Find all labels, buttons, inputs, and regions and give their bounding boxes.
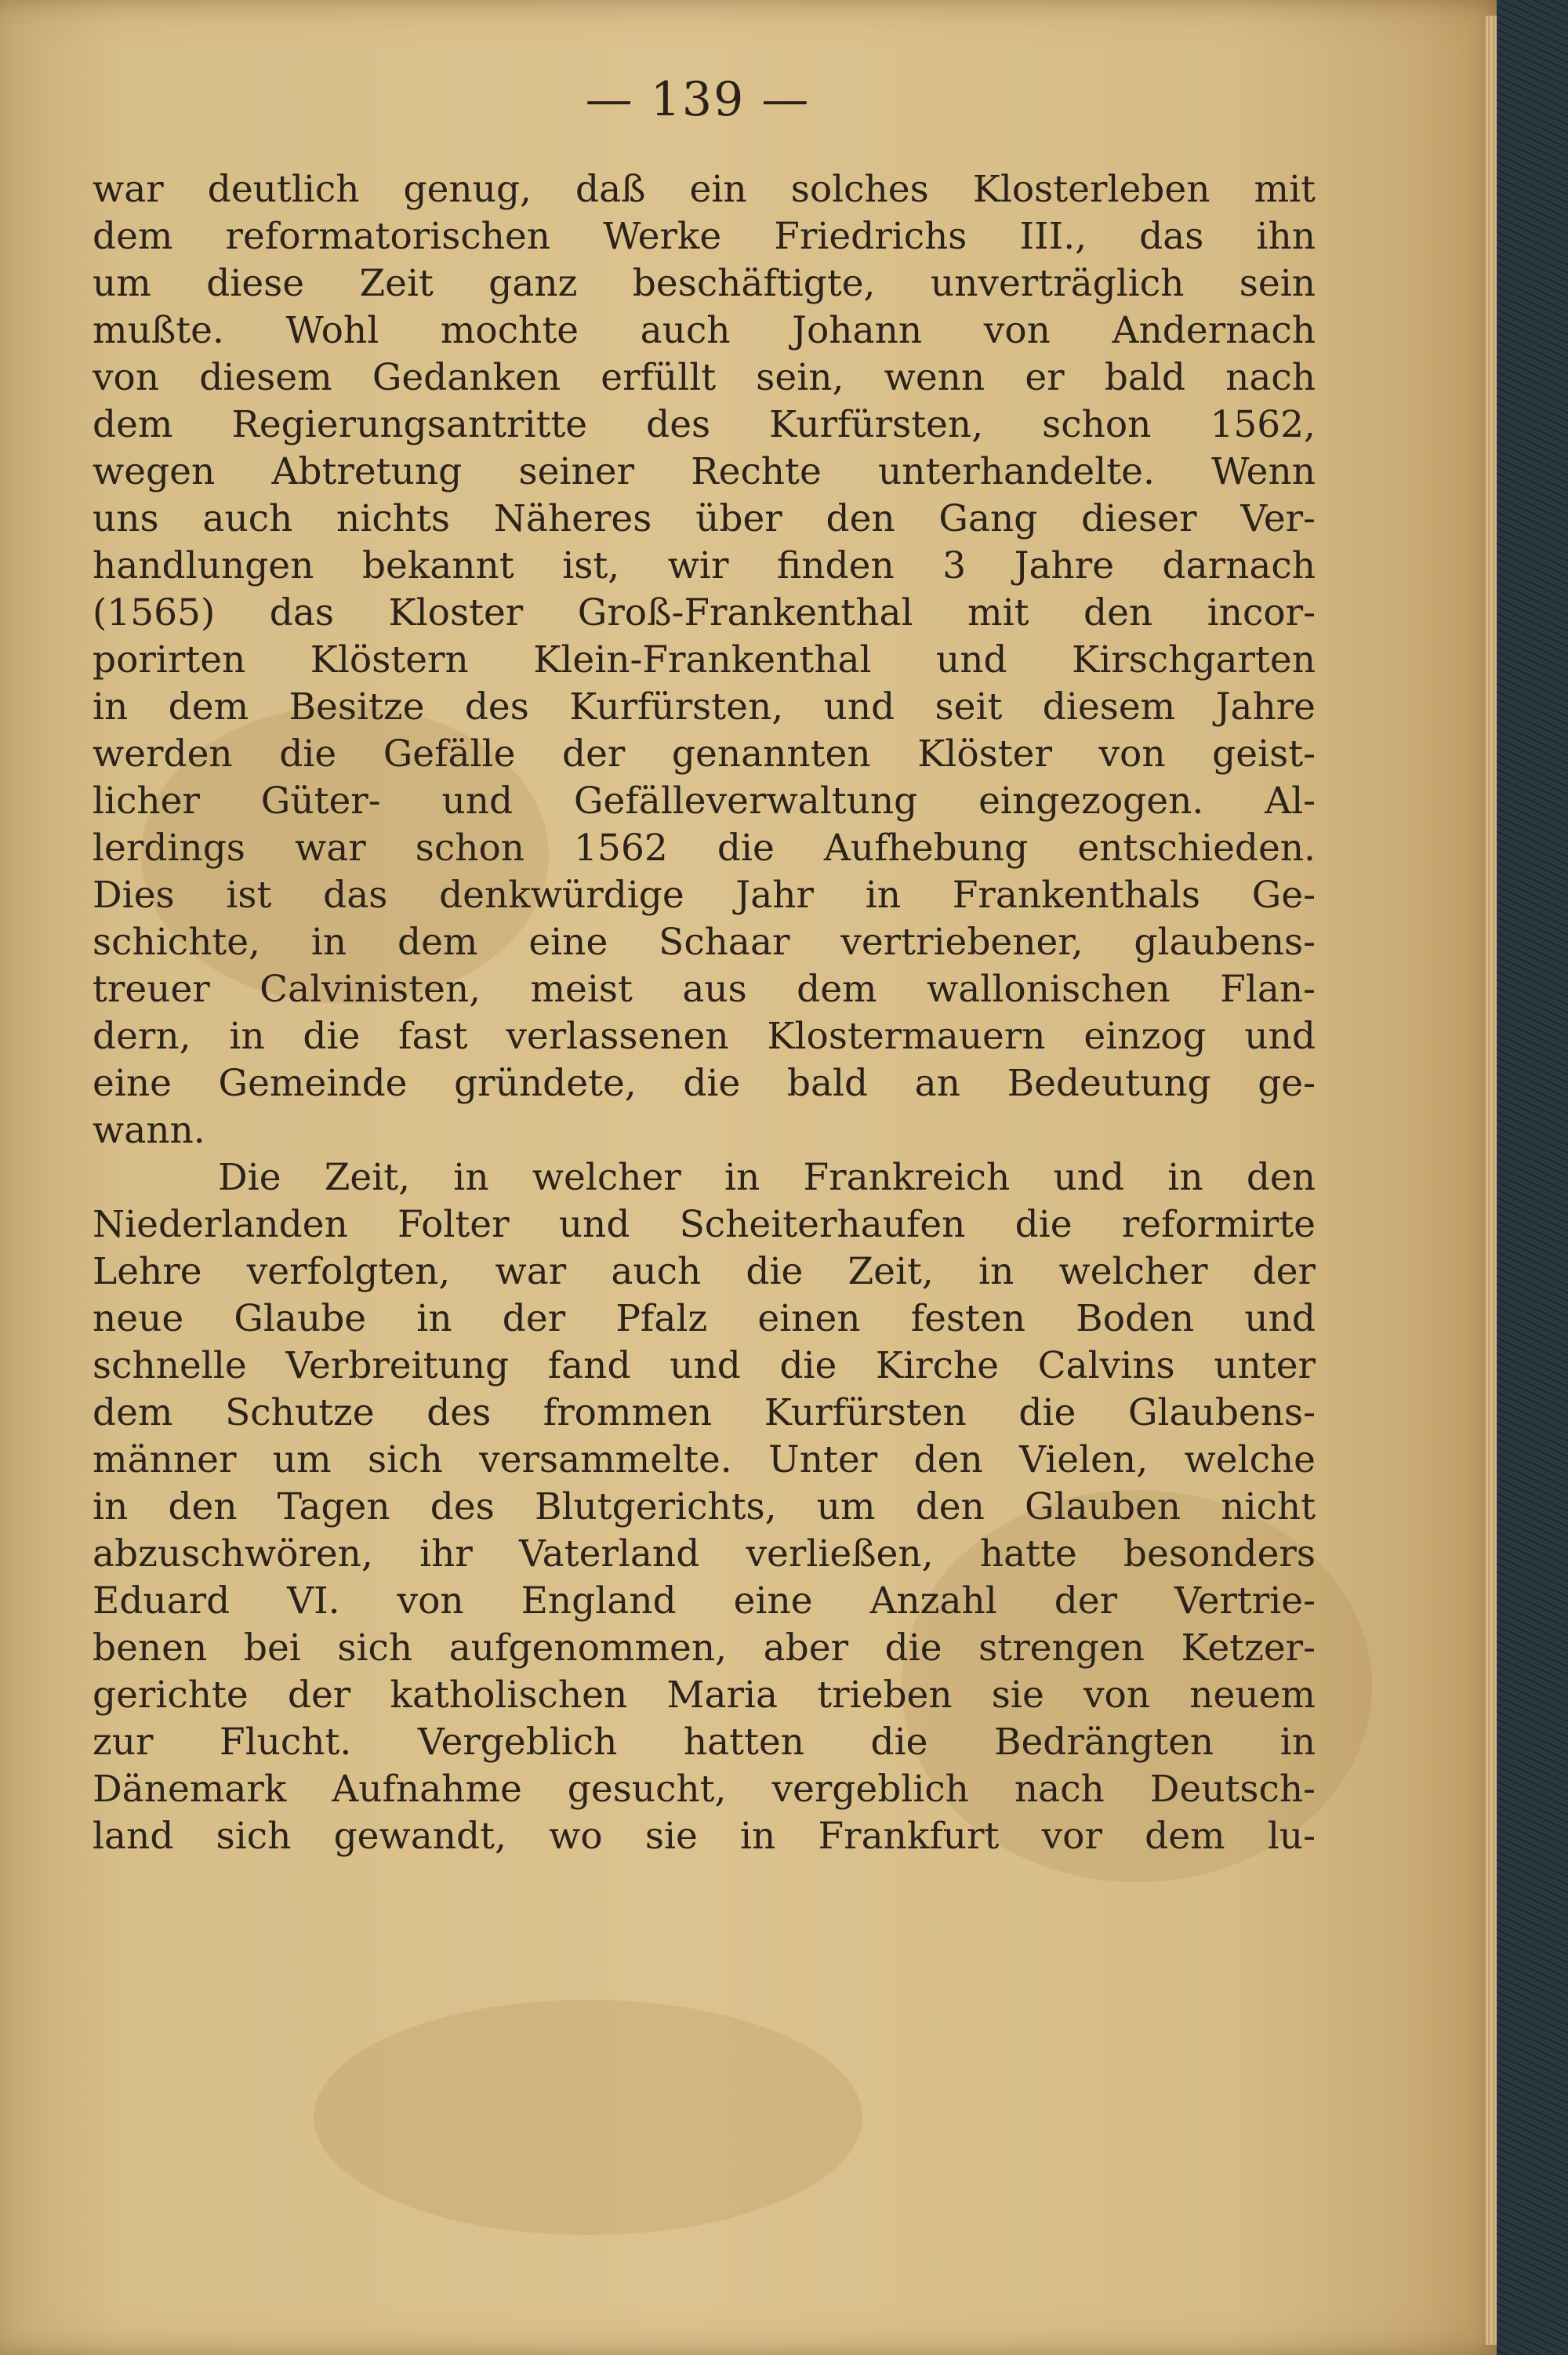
text-line: werden die Gefälle der genannten Klöster von geist- [93, 732, 1316, 776]
text-line: schnelle Verbreitung fand und die Kirche Calvins unter [93, 1344, 1316, 1387]
text-line: zur Flucht. Vergeblich hatten die Bedrängten in [93, 1721, 1316, 1764]
text-line: Niederlanden Folter und Scheiterhaufen die reformirte [93, 1203, 1316, 1246]
text-line: dern, in die fast verlassenen Klostermauern einzog und [93, 1015, 1316, 1058]
text-line: in den Tagen des Blutgerichts, um den Glauben nicht [93, 1485, 1316, 1528]
text-line: handlungen bekannt ist, wir finden 3 Jahre darnach [93, 544, 1316, 587]
text-line: land sich gewandt, wo sie in Frankfurt vor dem lu- [93, 1815, 1316, 1858]
text-line: dem Regierungsantritte des Kurfürsten, schon 1562, [93, 403, 1316, 446]
text-line: Dies ist das denkwürdige Jahr in Frankenthals Ge- [93, 874, 1316, 917]
text-line: dem Schutze des frommen Kurfürsten die Glaubens- [93, 1391, 1316, 1434]
text-line: abzuschwören, ihr Vaterland verließen, hatte besonders [93, 1532, 1316, 1575]
text-line: männer um sich versammelte. Unter den Vielen, welche [93, 1438, 1316, 1481]
text-line: mußte. Wohl mochte auch Johann von Andernach [93, 309, 1316, 352]
text-line: uns auch nichts Näheres über den Gang dieser Ver- [93, 497, 1316, 540]
text-line: Eduard VI. von England eine Anzahl der Vertrie- [93, 1579, 1316, 1623]
text-line: treuer Calvinisten, meist aus dem wallonischen Flan- [93, 968, 1316, 1011]
page-number: — 139 — [585, 72, 811, 127]
text-line: porirten Klöstern Klein-Frankenthal und Kirschgarten [93, 638, 1316, 681]
text-line: gerichte der katholischen Maria trieben sie von neuem [93, 1674, 1316, 1717]
text-line: Die Zeit, in welcher in Frankreich und in den [218, 1156, 1316, 1199]
text-line: Lehre verfolgten, war auch die Zeit, in welcher der [93, 1250, 1316, 1293]
text-line: wegen Abtretung seiner Rechte unterhandelte. Wenn [93, 450, 1316, 493]
text-line: eine Gemeinde gründete, die bald an Bedeutung ge- [93, 1062, 1316, 1105]
text-line: Dänemark Aufnahme gesucht, vergeblich nach Deutsch- [93, 1768, 1316, 1811]
book-cover-edge [1497, 0, 1568, 2355]
text-line: von diesem Gedanken erfüllt sein, wenn er bald nach [93, 356, 1316, 399]
text-line: neue Glaube in der Pfalz einen festen Boden und [93, 1297, 1316, 1340]
text-line: war deutlich genug, daß ein solches Klosterleben mit [93, 168, 1316, 211]
text-line: schichte, in dem eine Schaar vertriebener, glaubens- [93, 921, 1316, 964]
text-line: um diese Zeit ganz beschäftigte, unverträglich sein [93, 262, 1316, 305]
paper-stain [314, 2000, 862, 2235]
text-line: in dem Besitze des Kurfürsten, und seit diesem Jahre [93, 685, 1316, 729]
body-text [93, 166, 1316, 1860]
text-line: licher Güter- und Gefälleverwaltung eingezogen. Al- [93, 780, 1316, 823]
text-line: dem reformatorischen Werke Friedrichs III., das ihn [93, 215, 1316, 258]
page-edge [1486, 16, 1497, 2345]
text-line: wann. [93, 1109, 205, 1152]
text-line: lerdings war schon 1562 die Aufhebung entschieden. [93, 827, 1316, 870]
text-line: (1565) das Kloster Groß-Frankenthal mit den incor- [93, 591, 1316, 634]
text-line: benen bei sich aufgenommen, aber die strengen Ketzer- [93, 1626, 1316, 1670]
